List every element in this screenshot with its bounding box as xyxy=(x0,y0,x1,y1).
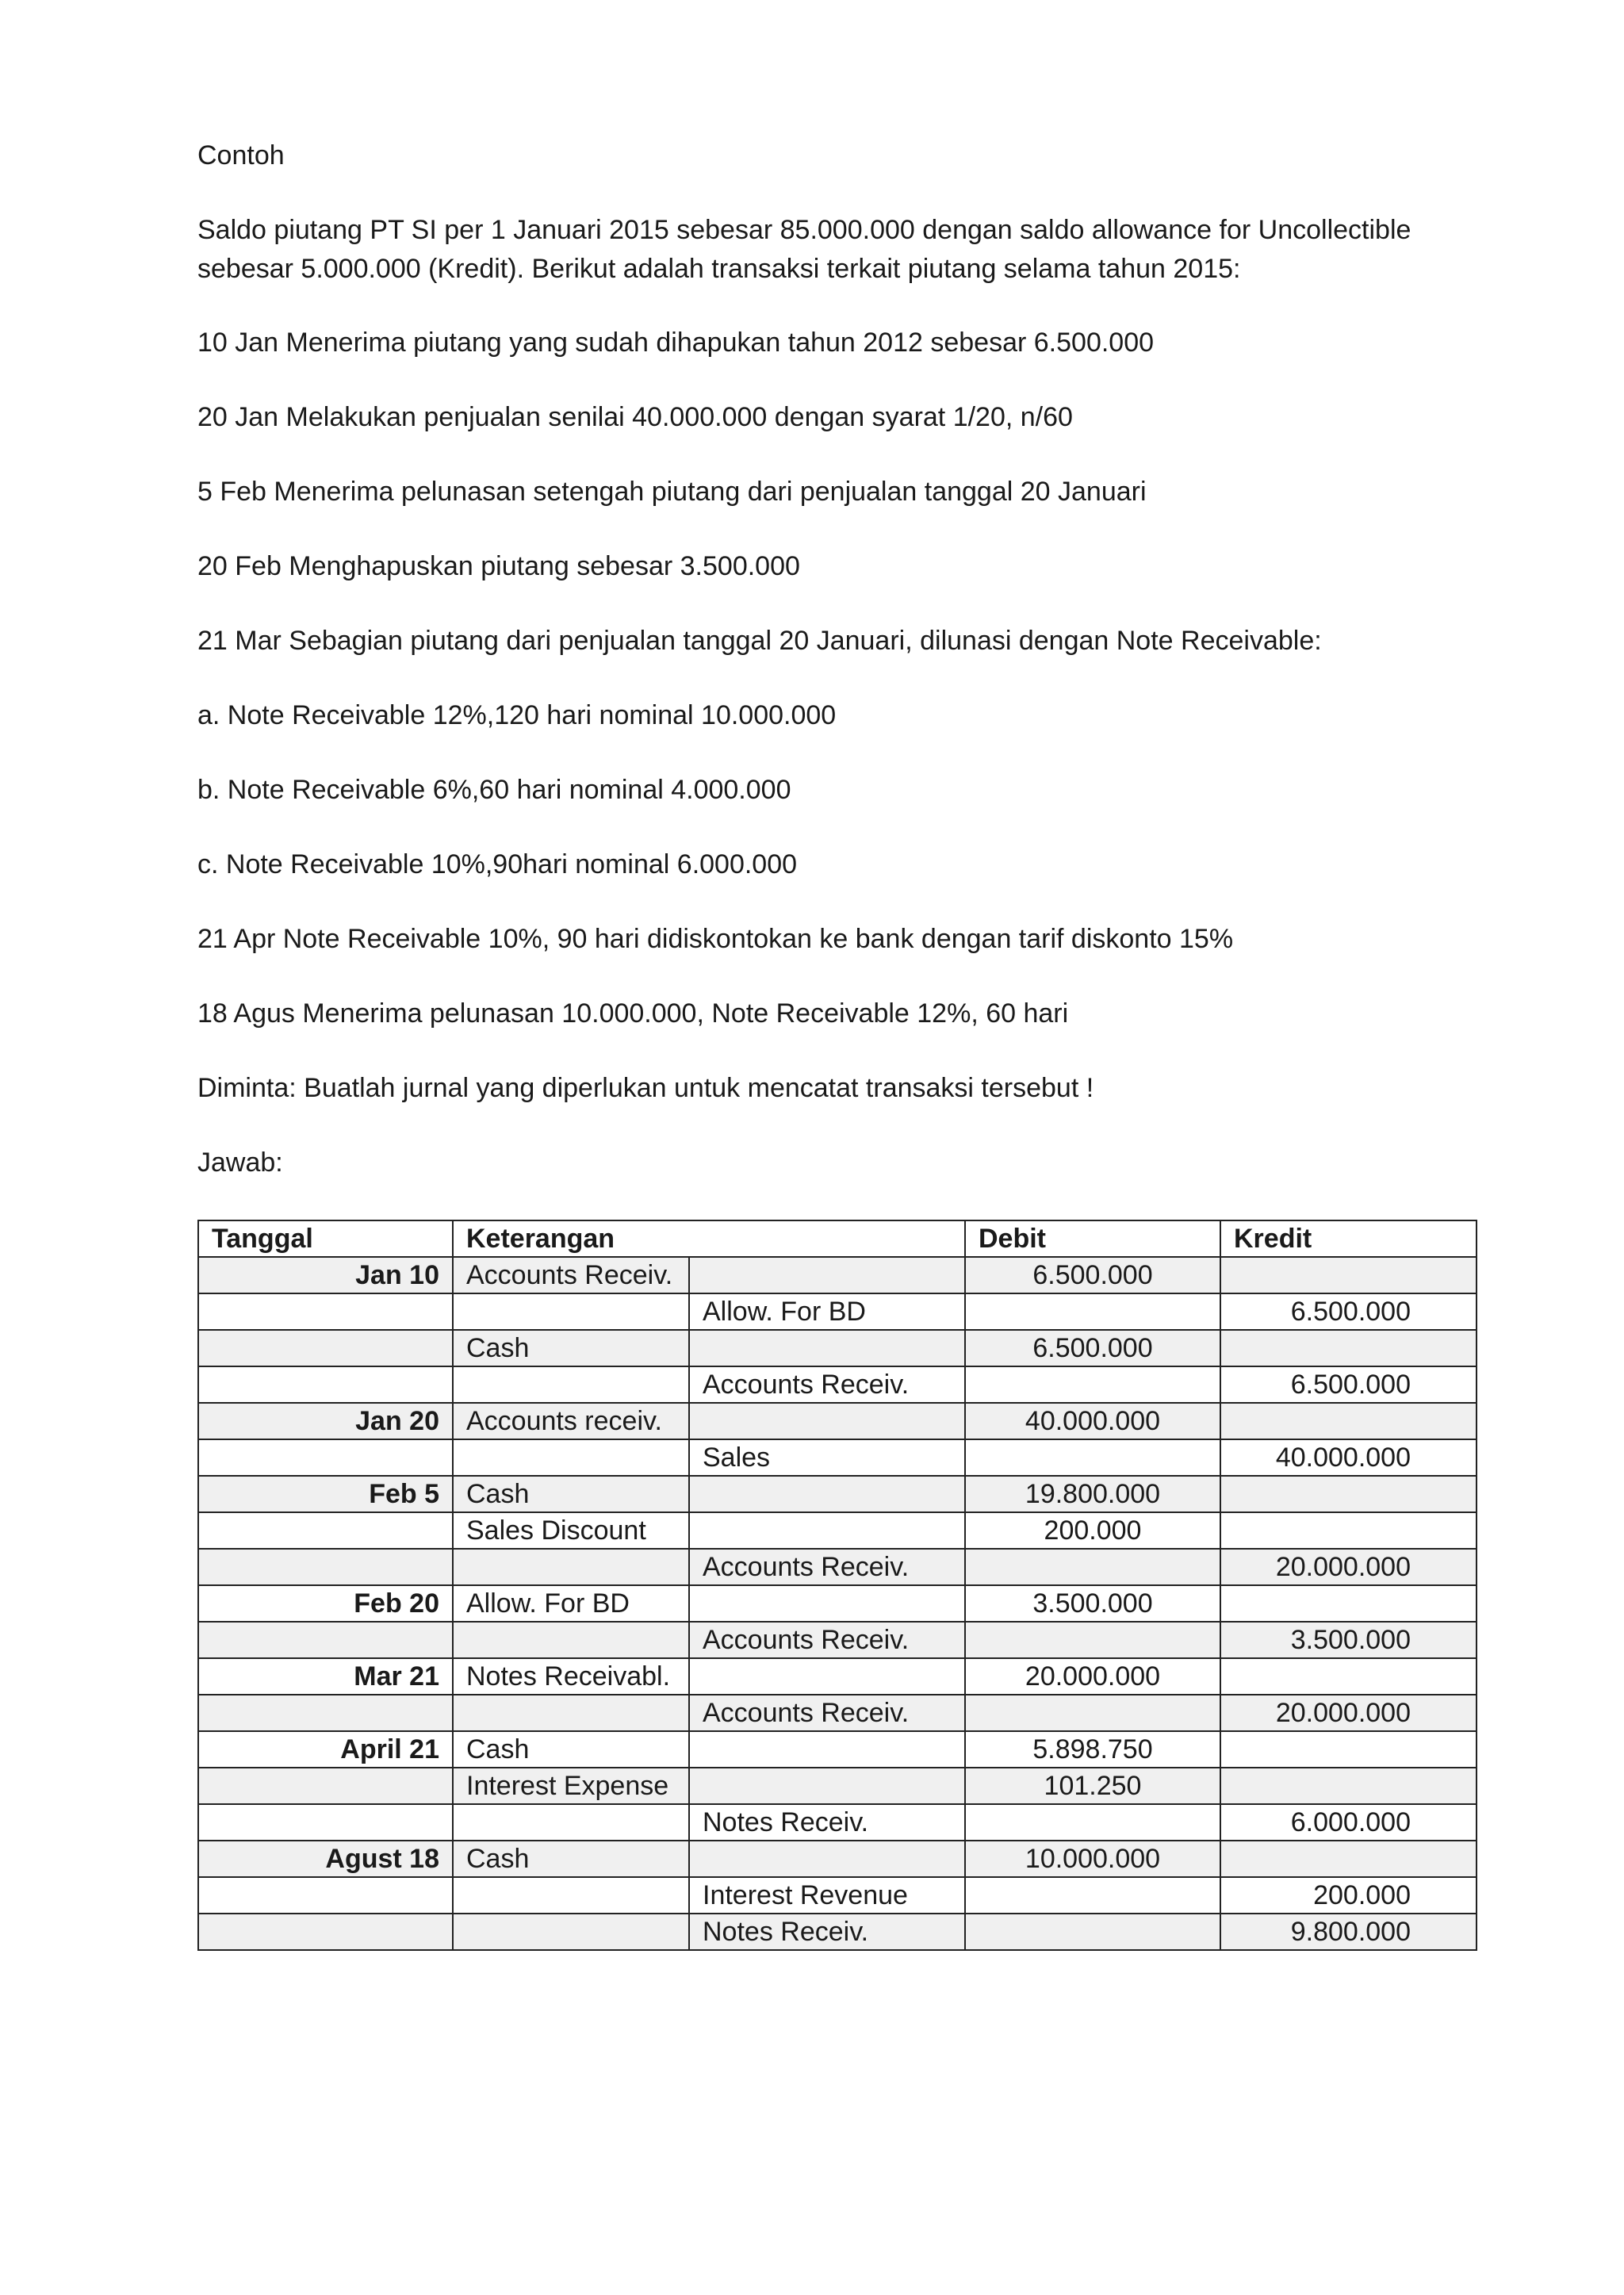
table-row xyxy=(198,1549,1477,1585)
cell-credit xyxy=(1220,1731,1477,1768)
header-credit: Kredit xyxy=(1220,1220,1477,1257)
cell-credit-account xyxy=(689,1658,965,1695)
header-date: Tanggal xyxy=(198,1220,453,1257)
cell-date xyxy=(198,1439,453,1476)
table-row xyxy=(198,1330,1477,1366)
cell-debit xyxy=(965,1549,1220,1585)
cell-debit-account xyxy=(453,1804,689,1841)
cell-debit-account xyxy=(453,1439,689,1476)
cell-credit-account: Notes Receiv. xyxy=(689,1914,965,1950)
cell-credit xyxy=(1220,1257,1477,1293)
cell-date xyxy=(198,1330,453,1366)
table-row xyxy=(198,1403,1477,1439)
cell-debit-account xyxy=(453,1695,689,1731)
cell-credit-account xyxy=(689,1731,965,1768)
cell-credit: 3.500.000 xyxy=(1220,1622,1477,1658)
cell-debit-account: Sales Discount xyxy=(453,1512,689,1549)
cell-debit xyxy=(965,1804,1220,1841)
cell-date xyxy=(198,1914,453,1950)
cell-credit-account: Accounts Receiv. xyxy=(689,1622,965,1658)
cell-credit: 20.000.000 xyxy=(1220,1695,1477,1731)
cell-credit-account xyxy=(689,1330,965,1366)
cell-credit: 6.500.000 xyxy=(1220,1366,1477,1403)
cell-credit-account: Accounts Receiv. xyxy=(689,1549,965,1585)
journal-table xyxy=(197,1220,1477,1951)
cell-debit xyxy=(965,1914,1220,1950)
cell-date xyxy=(198,1549,453,1585)
cell-date: April 21 xyxy=(198,1731,453,1768)
table-row xyxy=(198,1695,1477,1731)
cell-credit xyxy=(1220,1585,1477,1622)
cell-credit-account xyxy=(689,1768,965,1804)
cell-credit-account xyxy=(689,1512,965,1549)
transaction-line: 5 Feb Menerima pelunasan setengah piutang dari penjualan tanggal 20 Januari xyxy=(197,477,1147,507)
intro-paragraph: Saldo piutang PT SI per 1 Januari 2015 sebesar 85.000.000 dengan saldo allowance for Uncollectible sebesar 5.000.000 (Kredit). Berikut adalah transaksi terkait piutang selama tahun 2015: xyxy=(197,215,1411,284)
table-row xyxy=(198,1293,1477,1330)
table-body xyxy=(198,1257,1477,1950)
table-row xyxy=(198,1877,1477,1914)
cell-debit-account: Allow. For BD xyxy=(453,1585,689,1622)
table-row xyxy=(198,1658,1477,1695)
cell-debit: 200.000 xyxy=(965,1512,1220,1549)
cell-debit-account xyxy=(453,1914,689,1950)
cell-date xyxy=(198,1768,453,1804)
cell-credit xyxy=(1220,1658,1477,1695)
table-row xyxy=(198,1731,1477,1768)
table-row xyxy=(198,1914,1477,1950)
answer-label: Jawab: xyxy=(197,1148,283,1178)
table-row xyxy=(198,1257,1477,1293)
table-row xyxy=(198,1804,1477,1841)
cell-debit xyxy=(965,1622,1220,1658)
cell-debit-account xyxy=(453,1877,689,1914)
table-row xyxy=(198,1476,1477,1512)
instruction: Diminta: Buatlah jurnal yang diperlukan untuk mencatat transaksi tersebut ! xyxy=(197,1073,1094,1103)
transaction-line: 18 Agus Menerima pelunasan 10.000.000, Note Receivable 12%, 60 hari xyxy=(197,998,1069,1029)
heading: Contoh xyxy=(197,140,285,170)
cell-debit-account: Cash xyxy=(453,1330,689,1366)
cell-debit xyxy=(965,1293,1220,1330)
cell-credit-account xyxy=(689,1476,965,1512)
cell-debit-account: Cash xyxy=(453,1841,689,1877)
cell-debit xyxy=(965,1695,1220,1731)
cell-date: Jan 10 xyxy=(198,1257,453,1293)
cell-debit xyxy=(965,1877,1220,1914)
cell-debit: 10.000.000 xyxy=(965,1841,1220,1877)
transaction-line: 20 Jan Melakukan penjualan senilai 40.000.000 dengan syarat 1/20, n/60 xyxy=(197,402,1073,432)
cell-credit-account: Allow. For BD xyxy=(689,1293,965,1330)
cell-date: Feb 5 xyxy=(198,1476,453,1512)
cell-credit-account: Sales xyxy=(689,1439,965,1476)
table-row xyxy=(198,1841,1477,1877)
cell-credit-account: Interest Revenue xyxy=(689,1877,965,1914)
cell-date xyxy=(198,1695,453,1731)
table-header-row xyxy=(198,1220,1477,1257)
table-row xyxy=(198,1512,1477,1549)
cell-credit xyxy=(1220,1768,1477,1804)
cell-credit-account: Accounts Receiv. xyxy=(689,1695,965,1731)
cell-debit-account: Accounts Receiv. xyxy=(453,1257,689,1293)
cell-date: Feb 20 xyxy=(198,1585,453,1622)
cell-debit-account: Notes Receivabl. xyxy=(453,1658,689,1695)
transaction-line: 21 Mar Sebagian piutang dari penjualan tanggal 20 Januari, dilunasi dengan Note Receivable: xyxy=(197,626,1322,656)
cell-credit-account: Accounts Receiv. xyxy=(689,1366,965,1403)
cell-debit-account: Interest Expense xyxy=(453,1768,689,1804)
cell-debit xyxy=(965,1366,1220,1403)
cell-date xyxy=(198,1512,453,1549)
cell-credit-account xyxy=(689,1403,965,1439)
cell-debit: 3.500.000 xyxy=(965,1585,1220,1622)
cell-debit: 6.500.000 xyxy=(965,1330,1220,1366)
transaction-line: 20 Feb Menghapuskan piutang sebesar 3.500.000 xyxy=(197,551,800,581)
transaction-line: a. Note Receivable 12%,120 hari nominal 10.000.000 xyxy=(197,700,837,730)
cell-credit xyxy=(1220,1512,1477,1549)
transaction-line: 21 Apr Note Receivable 10%, 90 hari didiskontokan ke bank dengan tarif diskonto 15% xyxy=(197,924,1234,954)
table-row xyxy=(198,1768,1477,1804)
cell-debit-account xyxy=(453,1549,689,1585)
table-row xyxy=(198,1585,1477,1622)
cell-debit: 20.000.000 xyxy=(965,1658,1220,1695)
cell-credit-account xyxy=(689,1841,965,1877)
cell-date: Agust 18 xyxy=(198,1841,453,1877)
cell-credit: 20.000.000 xyxy=(1220,1549,1477,1585)
cell-debit-account xyxy=(453,1366,689,1403)
header-debit: Debit xyxy=(965,1220,1220,1257)
cell-date: Jan 20 xyxy=(198,1403,453,1439)
table-row xyxy=(198,1366,1477,1403)
cell-date xyxy=(198,1366,453,1403)
cell-credit-account: Notes Receiv. xyxy=(689,1804,965,1841)
cell-debit-account: Cash xyxy=(453,1731,689,1768)
table-row xyxy=(198,1439,1477,1476)
cell-debit-account: Accounts receiv. xyxy=(453,1403,689,1439)
cell-debit: 40.000.000 xyxy=(965,1403,1220,1439)
cell-debit xyxy=(965,1439,1220,1476)
cell-credit: 6.000.000 xyxy=(1220,1804,1477,1841)
cell-debit: 6.500.000 xyxy=(965,1257,1220,1293)
cell-credit: 9.800.000 xyxy=(1220,1914,1477,1950)
cell-date: Mar 21 xyxy=(198,1658,453,1695)
cell-credit: 200.000 xyxy=(1220,1877,1477,1914)
cell-date xyxy=(198,1622,453,1658)
cell-credit-account xyxy=(689,1585,965,1622)
cell-credit: 40.000.000 xyxy=(1220,1439,1477,1476)
cell-debit-account xyxy=(453,1293,689,1330)
transaction-line: c. Note Receivable 10%,90hari nominal 6.000.000 xyxy=(197,849,798,879)
cell-credit-account xyxy=(689,1257,965,1293)
cell-credit: 6.500.000 xyxy=(1220,1293,1477,1330)
cell-debit: 19.800.000 xyxy=(965,1476,1220,1512)
cell-debit: 5.898.750 xyxy=(965,1731,1220,1768)
header-description: Keterangan xyxy=(453,1220,965,1257)
table-row xyxy=(198,1622,1477,1658)
cell-date xyxy=(198,1293,453,1330)
transaction-line: b. Note Receivable 6%,60 hari nominal 4.000.000 xyxy=(197,775,791,805)
cell-debit-account: Cash xyxy=(453,1476,689,1512)
cell-credit xyxy=(1220,1403,1477,1439)
cell-date xyxy=(198,1877,453,1914)
transaction-line: 10 Jan Menerima piutang yang sudah dihapukan tahun 2012 sebesar 6.500.000 xyxy=(197,328,1155,358)
cell-date xyxy=(198,1804,453,1841)
cell-credit xyxy=(1220,1330,1477,1366)
cell-debit-account xyxy=(453,1622,689,1658)
cell-credit xyxy=(1220,1841,1477,1877)
cell-credit xyxy=(1220,1476,1477,1512)
cell-debit: 101.250 xyxy=(965,1768,1220,1804)
